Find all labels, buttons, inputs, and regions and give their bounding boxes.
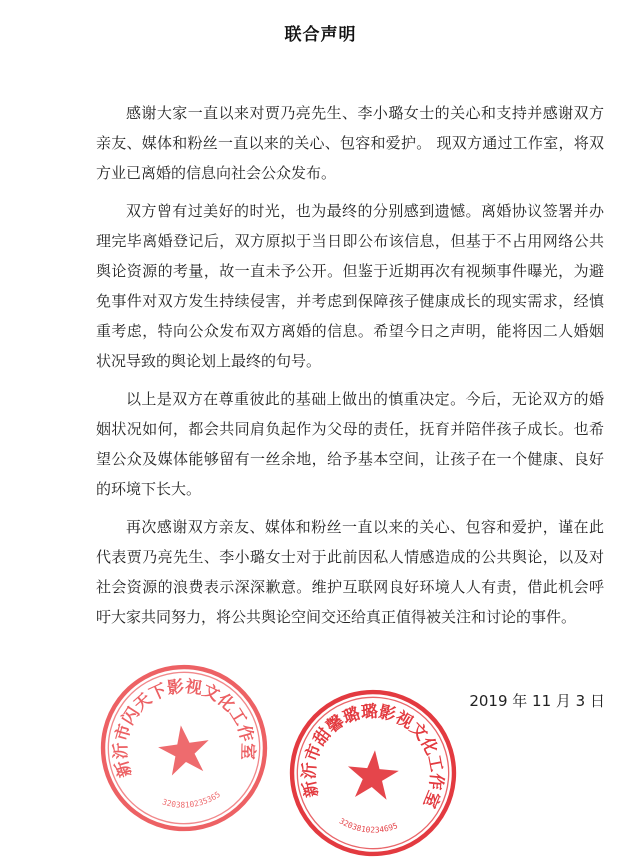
left-seal-name: 新沂市闪天下影视文化工作室 (110, 675, 259, 780)
paragraph-3: 以上是双方在尊重彼此的基础上做出的慎重决定。今后，无论双方的婚姻状况如何，都会共同肩负起作为父母的责任，抚育并陪伴孩子成长。也希望公众及媒体能够留有一丝余地，给予基本空间，让孩子在一个健康、良好的环境下长大。 (96, 390, 604, 498)
paragraph-1: 感谢大家一直以来对贾乃亮先生、李小璐女士的关心和支持并感谢双方亲友、媒体和粉丝一直以来的关心、包容和爱护。 现双方通过工作室，将双方业已离婚的信息向社会公众发布。 (96, 104, 604, 182)
right-seal-number: 3203810234695 (337, 816, 399, 835)
right-seal-name: 新沂市甜馨璐璐影视文化工作室 (298, 700, 448, 812)
left-seal-number: 3203810235365 (161, 789, 223, 810)
document-title: 联合声明 (284, 25, 357, 45)
left-studio-seal (85, 649, 284, 848)
right-studio-seal (278, 678, 469, 868)
star-icon (345, 748, 400, 801)
paragraph-4: 再次感谢双方亲友、媒体和粉丝一直以来的关心、包容和爱护，谨在此代表贾乃亮先生、李小璐女士对于此前因私人情感造成的公共舆论，以及对社会资源的浪费表示深深歉意。维护互联网良好环境人人有责，借此机会呼吁大家共同努力，将公共舆论空间交还给真正值得被关注和讨论的事件。 (96, 518, 604, 626)
star-icon (156, 722, 213, 777)
statement-date: 2019 年 11 月 3 日 (469, 692, 605, 710)
statement-body (96, 98, 604, 640)
paragraph-2: 双方曾有过美好的时光，也为最终的分别感到遗憾。离婚协议签署并办理完毕离婚登记后，双方原拟于当日即公布该信息，但基于不占用网络公共舆论资源的考量，故一直未予公开。但鉴于近期再次有视频事件曝光，为避免事件对双方发生持续侵害，并考虑到保障孩子健康成长的现实需求，经慎重考虑，特向公众发布双方离婚的信息。希望今日之声明，能将因二人婚姻状况导致的舆论划上最终的句号。 (96, 202, 604, 370)
